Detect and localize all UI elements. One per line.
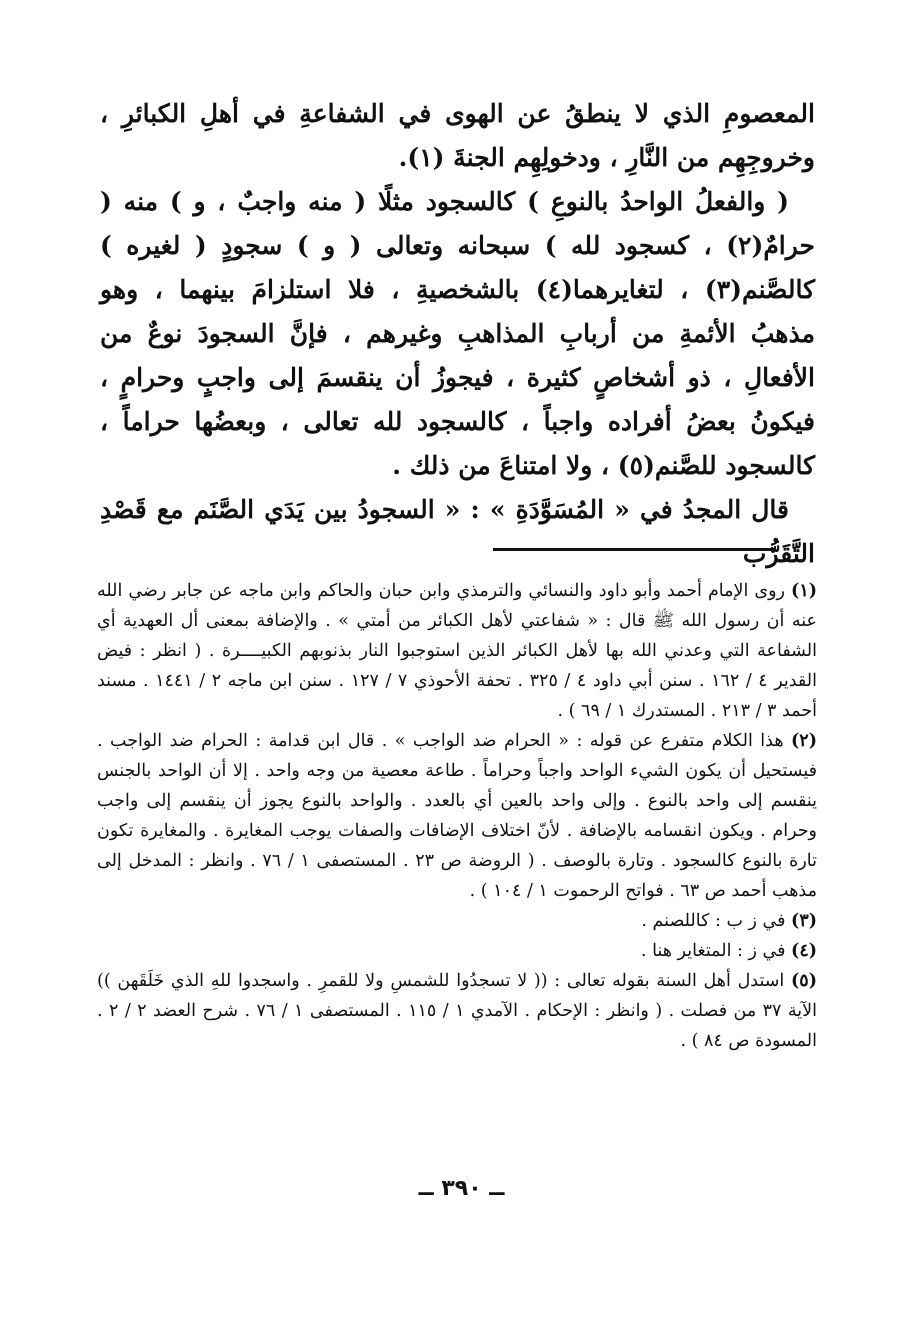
footnote-text: استدل أهل السنة بقوله تعالى : (( لا تسجدُوا للشمسِ ولا للقمرِ . واسجدوا للهِ الذي خَلَقَهن )) الآية ٣٧ من فصلت . ( وانظر : الإحكام . الآمدي ١ / ١١٥ . المستصفى ١ / ٧٦ . شرح العضد ٢ / ٢ . المسودة ص ٨٤ ) . (97, 971, 817, 1051)
main-text (100, 92, 815, 576)
footnotes (97, 576, 817, 1056)
footnote-text: في ز ب : كاللصنم . (641, 911, 786, 931)
footnote-number: (٥) (791, 971, 817, 991)
paragraph-3: قال المجدُ في « المُسَوَّدَةِ » : « السجودُ بين يَدَي الصَّنَم مع قَصْدِ التَّقَرُّب (100, 495, 815, 568)
footnote-number: (١) (791, 581, 817, 601)
footnote-text: في ز : المتغاير هنا . (641, 941, 786, 961)
page-number: ــ ٣٩٠ ــ (418, 1176, 505, 1201)
footnote-number: (٣) (791, 911, 817, 931)
footnote-text: روى الإمام أحمد وأبو داود والنسائي والترمذي وابن حبان والحاكم وابن ماجه عن جابر رضي الله عنه أن رسول الله ﷺ قال : « شفاعتي لأهل الكبائر من أمتي » . والإضافة بمعنى أل العهدية أي الشفاعة التي وعدني الله بها لأهل الكبائر الذين استوجبوا النار بذنوبهم الكبيــــرة . ( انظر : فيض القدير ٤ / ١٦٢ . سنن أبي داود ٤ / ٣٢٥ . تحفة الأحوذي ٧ / ١٢٧ . سنن ابن ماجه ٢ / ١٤٤١ . مسند أحمد ٣ / ٢١٣ . المستدرك ١ / ٦٩ ) . (97, 581, 817, 721)
footnote-2 (97, 726, 817, 906)
footnote-3 (97, 906, 817, 936)
footnote-text: هذا الكلام متفرع عن قوله : « الحرام ضد الواجب » . قال ابن قدامة : الحرام ضد الواجب . فيستحيل أن يكون الشيء الواحد واجباً وحراماً . طاعة معصية من وجه واحد . إلا أن الواحد بالجنس ينقسم إلى واحد بالنوع . وإلى واحد بالعين أي بالعدد . والواحد بالنوع يجوز أن ينقسم إلى واجب وحرام . ويكون انقسامه بالإضافة . لأنّ اختلاف الإضافات والصفات يوجب المغايرة . والمغايرة تكون تارة بالنوع كالسجود . وتارة بالوصف . ( الروضة ص ٢٣ . المستصفى ١ / ٧٦ . وانظر : المدخل إلى مذهب أحمد ص ٦٣ . فواتح الرحموت ١ / ١٠٤ ) . (97, 731, 817, 901)
footnote-4 (97, 936, 817, 966)
footnote-5 (97, 966, 817, 1056)
paragraph-1: المعصومِ الذي لا ينطقُ عن الهوى في الشفاعةِ في أهلِ الكبائرِ ، وخروجِهِم من النَّارِ ، ودخولِهِم الجنةَ (١). (100, 99, 815, 172)
footnote-number: (٢) (791, 731, 817, 751)
paragraph-2: ( والفعلُ الواحدُ بالنوعِ ) كالسجود مثلًا ( منه واجبٌ ، و ) منه ( حرامٌ(٢) ، كسجود لله ) سبحانه وتعالى ( و ) سجودٍ ( لغيره ) كالصَّنم(٣) ، لتغايرهما(٤) بالشخصيةِ ، فلا استلزامَ بينهما ، وهو مذهبُ الأئمةِ من أربابِ المذاهبِ وغيرهم ، فإنَّ السجودَ نوعٌ من الأفعالِ ، ذو أشخاصٍ كثيرة ، فيجوزُ أن ينقسمَ إلى واجبٍ وحرامٍ ، فيكونُ بعضُ أفراده واجباً ، كالسجود لله تعالى ، وبعضُها حراماً ، كالسجود للصَّنم(٥) ، ولا امتناعَ من ذلك . (100, 187, 815, 480)
footnote-divider (493, 548, 775, 551)
footnote-number: (٤) (791, 941, 817, 961)
footnote-1 (97, 576, 817, 726)
